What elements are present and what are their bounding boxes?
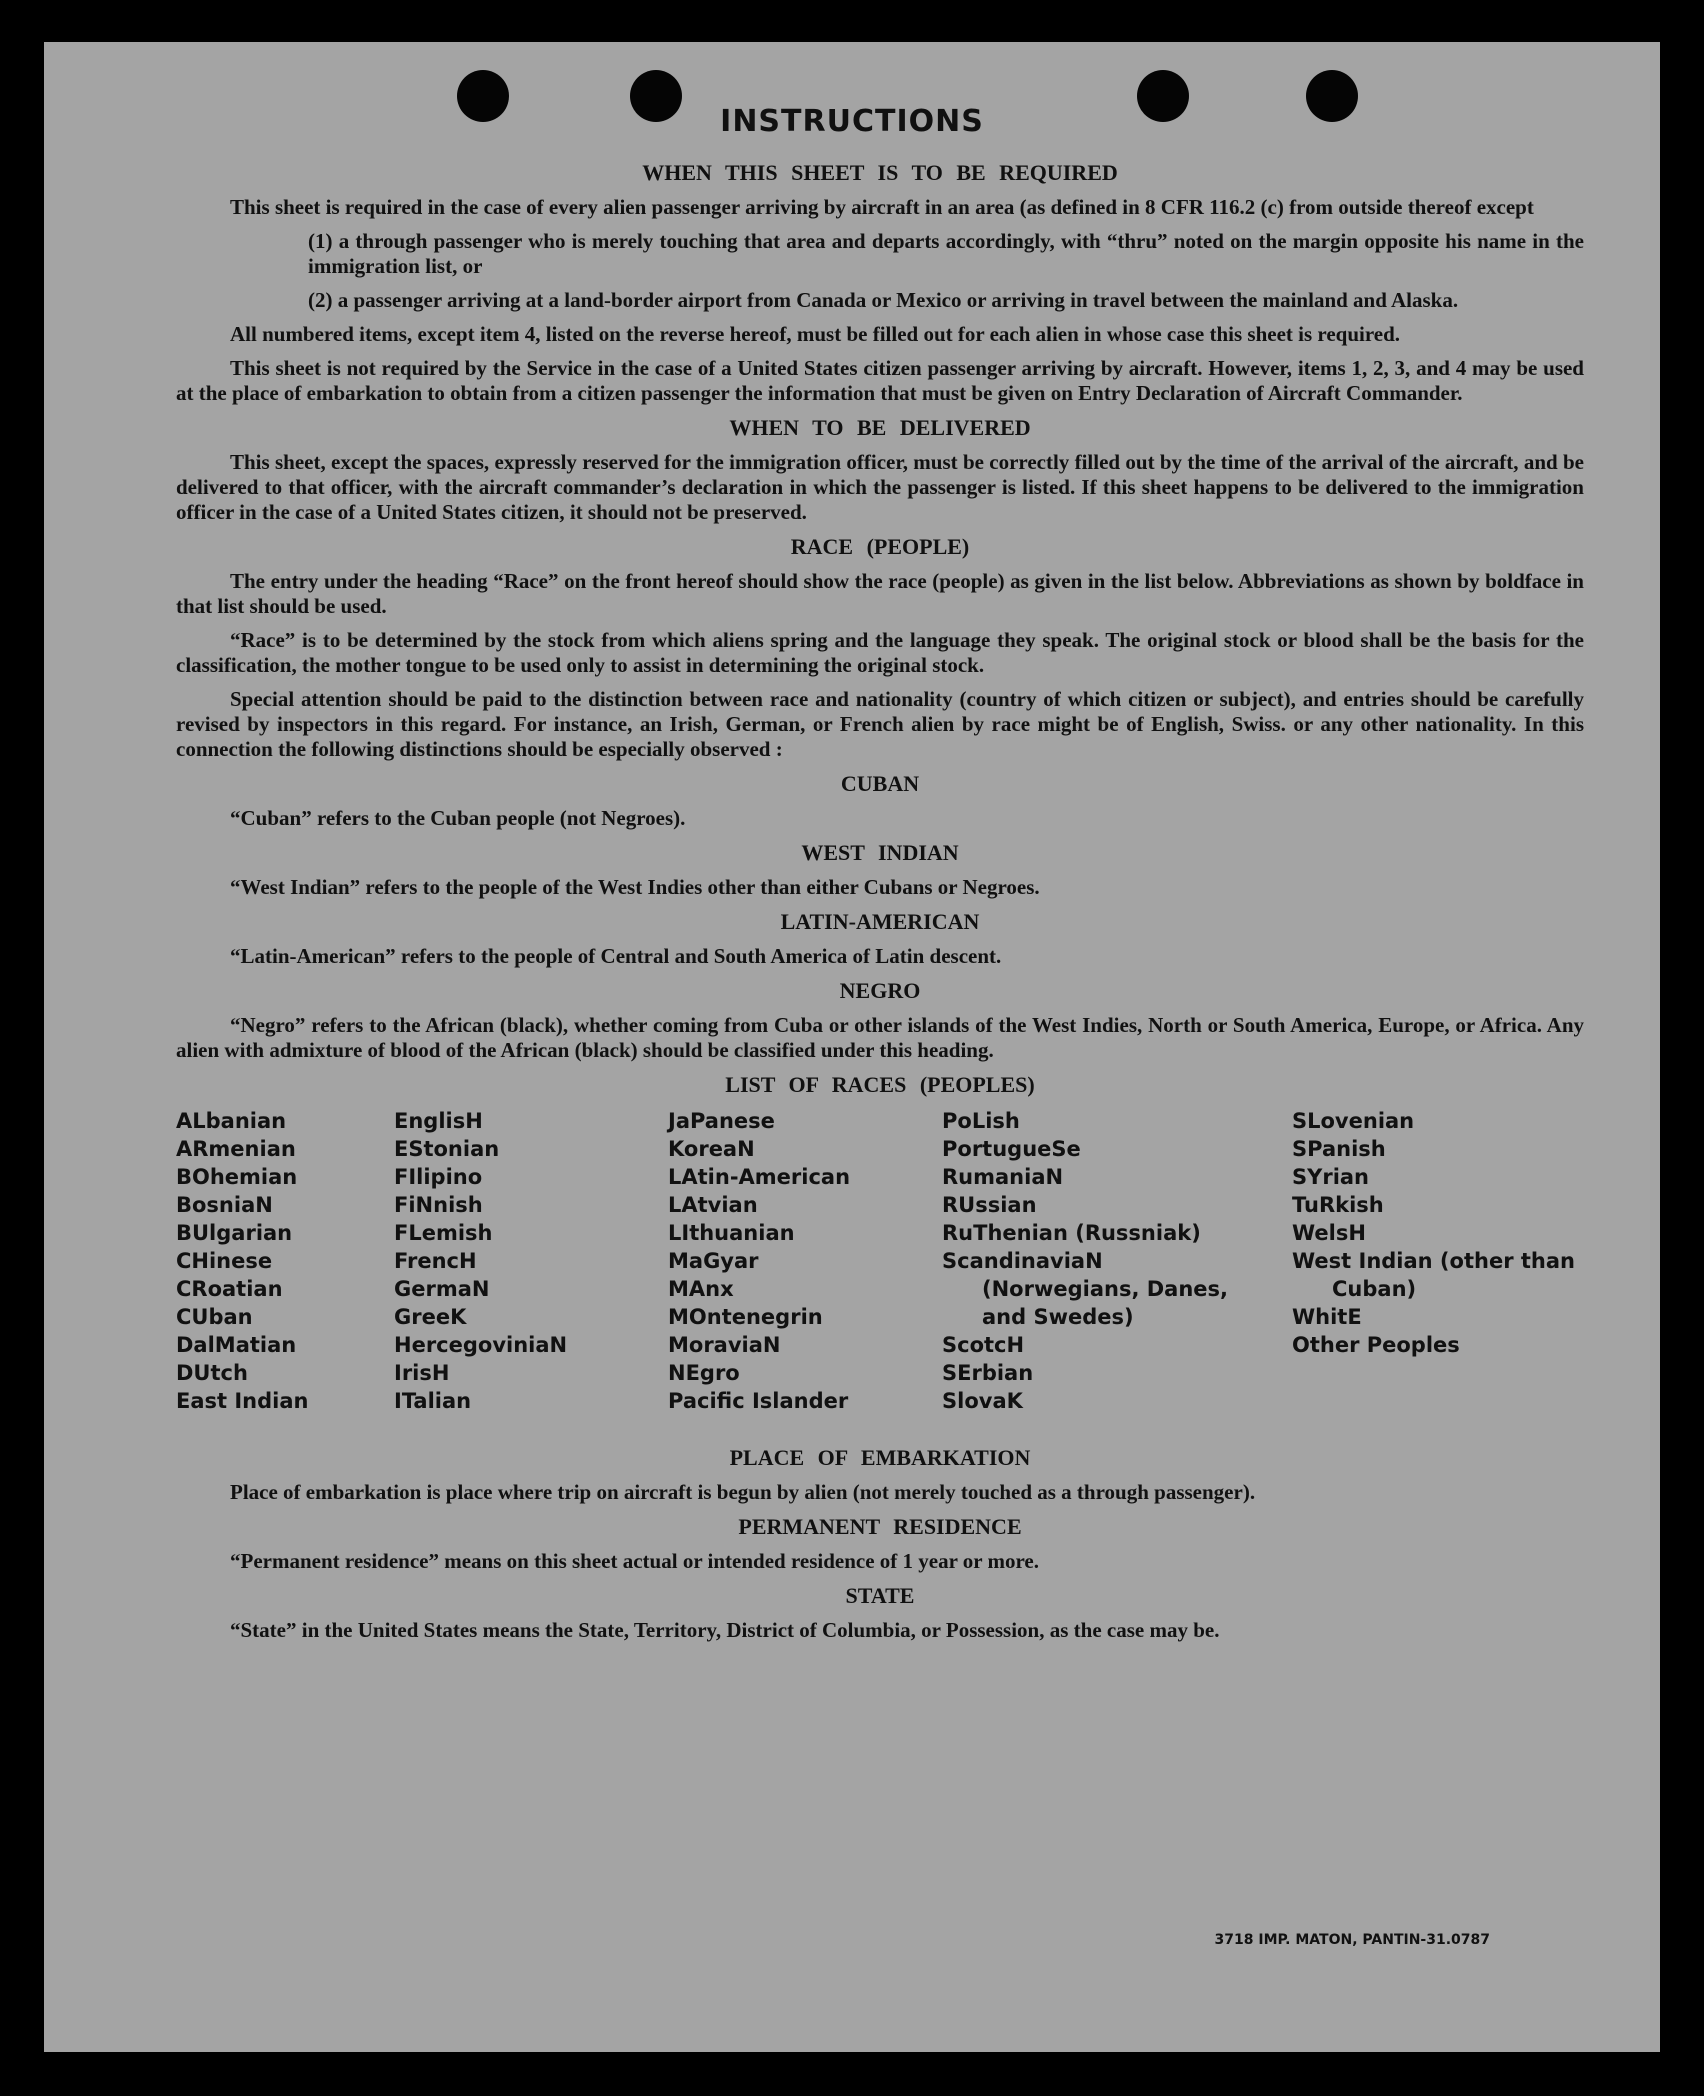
- race-entry: RUssian: [942, 1193, 1037, 1217]
- section-heading: WEST INDIAN: [801, 840, 959, 865]
- race-entry: CUban: [176, 1305, 253, 1329]
- race-entry: RuThenian (Russniak): [942, 1221, 1201, 1245]
- paragraph: “Cuban” refers to the Cuban people (not Negroes).: [230, 806, 686, 830]
- races-column: [176, 1107, 308, 1415]
- section-heading: LATIN-AMERICAN: [780, 909, 980, 934]
- race-entry: IrisH: [394, 1361, 450, 1385]
- list-item: (1) a through passenger who is merely touching that area and departs accordingly, with “thru” noted on the margin opposite his name in the immigration list, or: [308, 229, 1584, 278]
- race-entry: BUlgarian: [176, 1221, 293, 1245]
- race-entry: LAtvian: [668, 1193, 758, 1217]
- race-entry: FLemish: [394, 1221, 493, 1245]
- race-entry: BosniaN: [176, 1193, 273, 1217]
- paragraph: Special attention should be paid to the distinction between race and nationality (country of which citizen or subject), and entries should be carefully revised by inspectors in this regard. For instance, an Irish, German, or French alien by race might be of English, Swiss. or any other nationality. In this connection the following distinctions should be especially observed :: [176, 687, 1584, 761]
- race-entry: LAtin-American: [668, 1165, 851, 1189]
- race-entry: West Indian (other than Cuban): [1292, 1249, 1575, 1301]
- race-entry: ITalian: [394, 1389, 472, 1413]
- races-list: [176, 1107, 1584, 1435]
- race-entry: Pacific Islander: [668, 1389, 849, 1413]
- race-entry: East Indian: [176, 1389, 309, 1413]
- section-heading: NEGRO: [839, 978, 921, 1003]
- race-entry: SErbian: [942, 1361, 1034, 1385]
- race-entry: DalMatian: [176, 1333, 297, 1357]
- race-entry: PoLish: [942, 1109, 1020, 1133]
- paragraph: This sheet is required in the case of every alien passenger arriving by aircraft in an area (as defined in 8 CFR 116.2 (c) from outside thereof except: [230, 195, 1534, 219]
- paragraph: Place of embarkation is place where trip on aircraft is begun by alien (not merely touched as a through passenger).: [230, 1480, 1256, 1504]
- race-entry: GermaN: [394, 1277, 490, 1301]
- paragraph: “Permanent residence” means on this sheet actual or intended residence of 1 year or more.: [230, 1549, 1039, 1573]
- paragraph: All numbered items, except item 4, listed on the reverse hereof, must be filled out for each alien in whose case this sheet is required.: [230, 322, 1401, 346]
- race-entry: CHinese: [176, 1249, 273, 1273]
- race-entry: RumaniaN: [942, 1165, 1064, 1189]
- section-heading: WHEN THIS SHEET IS TO BE REQUIRED: [642, 160, 1118, 185]
- section-heading: RACE (PEOPLE): [790, 534, 970, 559]
- race-entry: ScandinaviaN (Norwegians, Danes, and Swedes): [942, 1249, 1229, 1329]
- race-entry: FiNnish: [394, 1193, 483, 1217]
- section-heading: WHEN TO BE DELIVERED: [729, 415, 1031, 440]
- list-item: (2) a passenger arriving at a land-border airport from Canada or Mexico or arriving in travel between the mainland and Alaska.: [308, 288, 1459, 312]
- race-entry: ScotcH: [942, 1333, 1025, 1357]
- race-entry: GreeK: [394, 1305, 467, 1329]
- page-title: INSTRUCTIONS: [720, 104, 984, 139]
- race-entry: SYrian: [1292, 1165, 1370, 1189]
- section-heading: STATE: [845, 1583, 915, 1608]
- section-heading: CUBAN: [840, 771, 920, 796]
- race-entry: FIlipino: [394, 1165, 483, 1189]
- section-heading: PLACE OF EMBARKATION: [729, 1445, 1031, 1470]
- paragraph: “Negro” refers to the African (black), whether coming from Cuba or other islands of the West Indies, North or South America, Europe, or Africa. Any alien with admixture of blood of the African (black) should be classified under this heading.: [176, 1013, 1584, 1062]
- paragraph: “State” in the United States means the State, Territory, District of Columbia, or Possession, as the case may be.: [230, 1618, 1220, 1642]
- race-entry: KoreaN: [668, 1137, 755, 1161]
- race-entry: ARmenian: [176, 1137, 296, 1161]
- race-entry: MoraviaN: [668, 1333, 781, 1357]
- race-entry: WelsH: [1292, 1221, 1366, 1245]
- race-entry: SLovenian: [1292, 1109, 1415, 1133]
- instructions-sheet: [44, 42, 1660, 2052]
- race-entry: BOhemian: [176, 1165, 298, 1189]
- races-column: [394, 1107, 567, 1415]
- race-entry: JaPanese: [668, 1109, 775, 1133]
- race-entry: MAnx: [668, 1277, 734, 1301]
- section-heading: PERMANENT RESIDENCE: [738, 1514, 1022, 1539]
- paragraph: “Race” is to be determined by the stock from which aliens spring and the language they speak. The original stock or blood shall be the basis for the classification, the mother tongue to be used only to assist in determining the original stock.: [176, 628, 1584, 677]
- race-entry: SPanish: [1292, 1137, 1386, 1161]
- paragraph: “Latin-American” refers to the people of Central and South America of Latin descent.: [230, 944, 1002, 968]
- race-entry: TuRkish: [1292, 1193, 1384, 1217]
- race-entry: CRoatian: [176, 1277, 283, 1301]
- race-entry: EnglisH: [394, 1109, 483, 1133]
- paragraph: “West Indian” refers to the people of the West Indies other than either Cubans or Negroes.: [230, 875, 1040, 899]
- races-column: [942, 1107, 1232, 1415]
- race-entry: LIthuanian: [668, 1221, 795, 1245]
- races-column: [668, 1107, 850, 1415]
- races-column: [1292, 1107, 1584, 1359]
- race-entry: PortugueSe: [942, 1137, 1081, 1161]
- race-entry: MaGyar: [668, 1249, 759, 1273]
- race-entry: Other Peoples: [1292, 1333, 1460, 1357]
- race-entry: SlovaK: [942, 1389, 1023, 1413]
- race-entry: ALbanian: [176, 1109, 287, 1133]
- race-entry: MOntenegrin: [668, 1305, 823, 1329]
- printer-imprint: 3718 IMP. MATON, PANTIN-31.0787: [1214, 1932, 1490, 1948]
- race-entry: DUtch: [176, 1361, 248, 1385]
- race-entry: FrencH: [394, 1249, 477, 1273]
- race-entry: HercegoviniaN: [394, 1333, 568, 1357]
- paragraph: This sheet is not required by the Service in the case of a United States citizen passenger arriving by aircraft. However, items 1, 2, 3, and 4 may be used at the place of embarkation to obtain from a citizen passenger the information that must be given on Entry Declaration of Aircraft Commander.: [176, 356, 1584, 405]
- race-entry: NEgro: [668, 1361, 740, 1385]
- race-entry: WhitE: [1292, 1305, 1362, 1329]
- race-entry: EStonian: [394, 1137, 500, 1161]
- paragraph: The entry under the heading “Race” on the front hereof should show the race (people) as given in the list below. Abbreviations as shown by boldface in that list should be used.: [176, 569, 1584, 618]
- section-heading: LIST OF RACES (PEOPLES): [725, 1072, 1035, 1097]
- paragraph: This sheet, except the spaces, expressly reserved for the immigration officer, must be correctly filled out by the time of the arrival of the aircraft, and be delivered to that officer, with the aircraft commander’s declaration in which the passenger is listed. If this sheet happens to be delivered to the immigration officer in the case of a United States citizen, it should not be preserved.: [176, 450, 1584, 524]
